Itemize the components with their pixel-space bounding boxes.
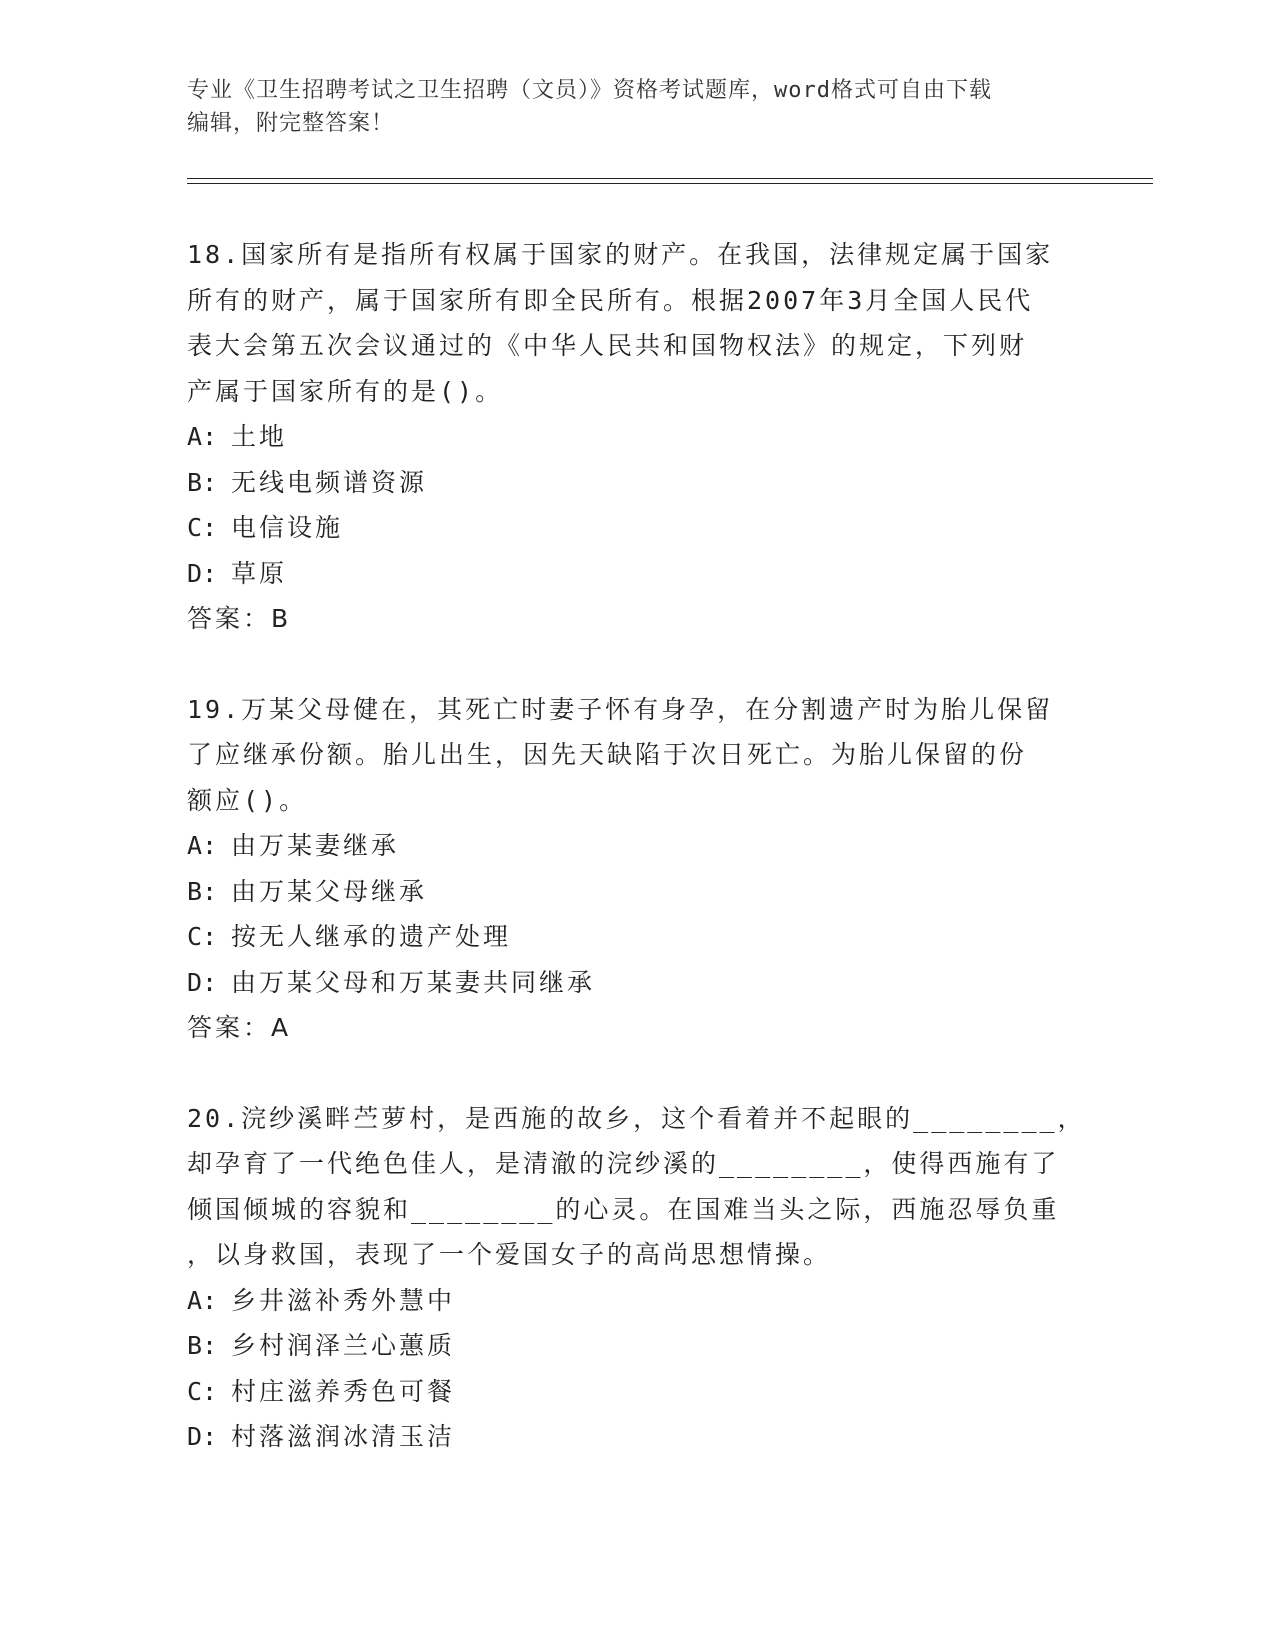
option-key: D: — [187, 558, 218, 588]
question-19-line-2: 了应继承份额。胎儿出生，因先天缺陷于次日死亡。为胎儿保留的份 — [187, 740, 1028, 769]
question-19-line-3: 额应()。 — [187, 785, 308, 815]
option-key: A: — [187, 831, 218, 860]
question-20 — [187, 1096, 1087, 1460]
question-18-line-3: 表大会第五次会议通过的《中华人民共和国物权法》的规定，下列财 — [187, 331, 1028, 360]
question-19-option-b — [187, 869, 1087, 915]
option-text: 草原 — [231, 558, 288, 588]
option-key: A: — [187, 1285, 218, 1315]
option-text: 村庄滋养秀色可餐 — [231, 1376, 456, 1406]
option-key: C: — [187, 922, 218, 951]
option-key: C: — [187, 1376, 218, 1406]
header-line-1: 专业《卫生招聘考试之卫生招聘（文员）》资格考试题库，word格式可自由下载 — [187, 78, 992, 103]
question-18-option-c — [187, 505, 1087, 551]
question-list — [187, 232, 1087, 1460]
question-20-option-a — [187, 1278, 1087, 1324]
option-text: 乡井滋补秀外慧中 — [231, 1285, 456, 1315]
question-20-option-b — [187, 1323, 1087, 1369]
question-19-option-a — [187, 823, 1087, 869]
option-text: 无线电频谱资源 — [231, 467, 428, 497]
question-20-line-4: ，以身救国，表现了一个爱国女子的高尚思想情操。 — [187, 1240, 832, 1269]
option-key: D: — [187, 1422, 218, 1451]
option-text: 由万某妻继承 — [231, 831, 400, 860]
option-text: 由万某父母继承 — [231, 876, 428, 906]
option-key: A: — [187, 422, 218, 451]
question-18-answer: 答案：B — [187, 604, 292, 633]
question-19-answer: 答案：A — [187, 1013, 292, 1042]
question-18 — [187, 232, 1087, 642]
option-key: B: — [187, 467, 218, 497]
question-18-line-4: 产属于国家所有的是()。 — [187, 376, 504, 406]
option-key: D: — [187, 967, 218, 997]
option-text: 按无人继承的遗产处理 — [231, 922, 512, 951]
spacer — [187, 1051, 1087, 1096]
question-20-option-d — [187, 1414, 1087, 1460]
option-key: C: — [187, 513, 218, 542]
option-key: B: — [187, 876, 218, 906]
question-19-line-1: 19.万某父母健在，其死亡时妻子怀有身孕，在分割遗产时为胎儿保留 — [187, 694, 1054, 724]
question-19 — [187, 687, 1087, 1051]
question-20-line-3: 倾国倾城的容貌和________的心灵。在国难当头之际，西施忍辱负重 — [187, 1194, 1060, 1224]
question-19-option-c — [187, 914, 1087, 960]
option-text: 土地 — [231, 422, 288, 451]
spacer — [187, 642, 1087, 687]
question-20-line-2: 却孕育了一代绝色佳人，是清澈的浣纱溪的________，使得西施有了 — [187, 1149, 1060, 1178]
header-line-2: 编辑，附完整答案！ — [187, 111, 395, 136]
question-20-line-1: 20.浣纱溪畔苎萝村，是西施的故乡，这个看着并不起眼的________， — [187, 1103, 1086, 1133]
question-18-option-a — [187, 414, 1087, 460]
question-18-option-d — [187, 551, 1087, 597]
document-header — [187, 74, 1087, 140]
option-text: 电信设施 — [231, 513, 344, 542]
question-18-line-1: 18.国家所有是指所有权属于国家的财产。在我国，法律规定属于国家 — [187, 240, 1054, 269]
option-key: B: — [187, 1331, 218, 1360]
question-18-option-b — [187, 460, 1087, 506]
option-text: 村落滋润冰清玉洁 — [231, 1422, 456, 1451]
question-20-option-c — [187, 1369, 1087, 1415]
option-text: 乡村润泽兰心蕙质 — [231, 1331, 456, 1360]
question-19-option-d — [187, 960, 1087, 1006]
header-rule-top — [187, 178, 1153, 179]
option-text: 由万某父母和万某妻共同继承 — [231, 967, 596, 997]
question-18-line-2: 所有的财产，属于国家所有即全民所有。根据2007年3月全国人民代 — [187, 285, 1034, 315]
header-rule-bottom — [187, 183, 1153, 184]
